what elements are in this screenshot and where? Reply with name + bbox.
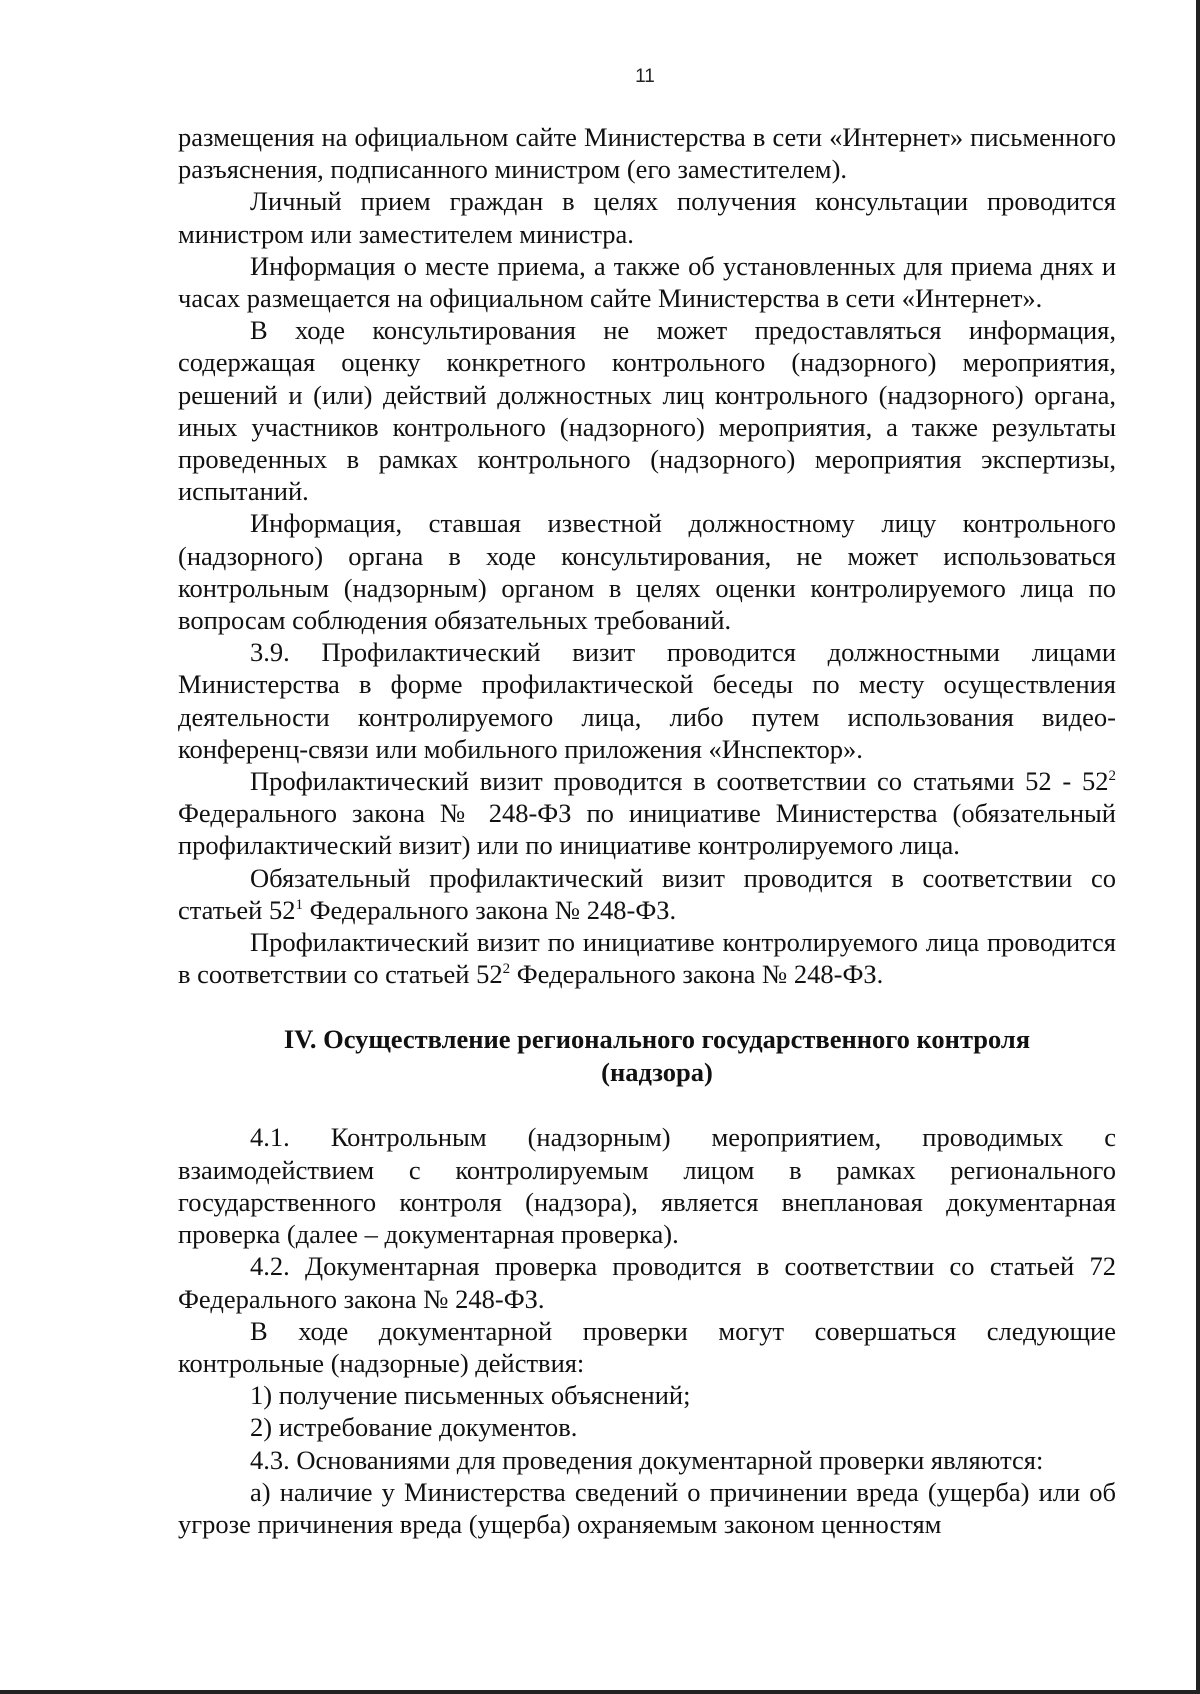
- paragraph-article-52-1: [178, 862, 1116, 926]
- paragraph: Личный прием граждан в целях получения консультации проводится министром или заместителем министра.: [178, 186, 1116, 249]
- text-run: Федерального закона № 248-ФЗ.: [510, 959, 884, 990]
- section-heading-line: IV. Осуществление регионального государственного контроля: [283, 1024, 1031, 1055]
- scan-edge-bottom: [0, 1690, 1200, 1694]
- list-item: 2) истребование документов.: [250, 1412, 578, 1443]
- text-run: Федерального закона № 248-ФЗ.: [302, 894, 677, 925]
- paragraph: В ходе консультирования не может предоставляться информация, содержащая оценку конкретного контрольного (надзорного) мероприятия, решений и (или) действий должностных лиц контрольного (надзорного) органа, иных участников контрольного (надзорного) мероприятия, а также результаты проведенных в рамках контрольного (надзорного) мероприятия экспертизы, испытаний.: [178, 315, 1116, 507]
- paragraph-clause-4-3: 4.3. Основаниями для проведения документарной проверки являются:: [250, 1444, 1044, 1475]
- text-run: Обязательный профилактический визит проводится в соответствии со статьей 52: [178, 862, 1116, 925]
- paragraph: Информация, ставшая известной должностному лицу контрольного (надзорного) органа в ходе консультирования, не может использоваться контрольным (надзорным) органом в целях оценки контролируемого лица по вопросам соблюдения обязательных требований.: [178, 508, 1116, 636]
- superscript: 1: [295, 897, 303, 914]
- paragraph-articles-52: [178, 765, 1116, 862]
- paragraph-clause-4-2: 4.2. Документарная проверка проводится в соответствии со статьей 72 Федерального закона № 248-ФЗ.: [178, 1251, 1116, 1314]
- paragraph: размещения на официальном сайте Министерства в сети «Интернет» письменного разъяснения, подписанного министром (его заместителем).: [178, 122, 1116, 185]
- section-heading-line: (надзора): [601, 1057, 713, 1088]
- paragraph: Информация о месте приема, а также об установленных для приема днях и часах размещается на официальном сайте Министерства в сети «Интернет».: [178, 250, 1116, 314]
- scan-edge-right: [1196, 0, 1200, 1694]
- superscript: 2: [502, 961, 511, 978]
- text-run: Профилактический визит проводится в соответствии со статьями 52 - 52: [250, 766, 1109, 797]
- paragraph-clause-3-9: 3.9. Профилактический визит проводится должностными лицами Министерства в форме профилактической беседы по месту осуществления деятельности контролируемого лица, либо путем использования видео-конференц-связи или мобильного приложения «Инспектор».: [178, 637, 1116, 764]
- list-item: 1) получение письменных объяснений;: [250, 1380, 691, 1411]
- list-item: а) наличие у Министерства сведений о причинении вреда (ущерба) или об угрозе причинения вреда (ущерба) охраняемым законом ценностям: [178, 1476, 1116, 1539]
- paragraph-article-52-2: [178, 926, 1116, 990]
- paragraph-clause-4-1: 4.1. Контрольным (надзорным) мероприятием, проводимых с взаимодействием с контролируемым лицом в рамках регионального государственного контроля (надзора), является внеплановая документарная проверка (далее – документарная проверка).: [178, 1122, 1116, 1250]
- document-body: [178, 121, 1116, 1540]
- section-heading: [178, 1023, 1116, 1089]
- text-run: Профилактический визит по инициативе контролируемого лица проводится в соответствии со статьей 52: [178, 927, 1116, 990]
- superscript: 2: [1108, 768, 1116, 785]
- paragraph: В ходе документарной проверки могут совершаться следующие контрольные (надзорные) действия:: [178, 1315, 1116, 1378]
- page-number: 11: [635, 66, 655, 87]
- text-run: Федерального закона № 248-ФЗ по инициативе Министерства (обязательный профилактический визит) или по инициативе контролируемого лица.: [178, 798, 1116, 861]
